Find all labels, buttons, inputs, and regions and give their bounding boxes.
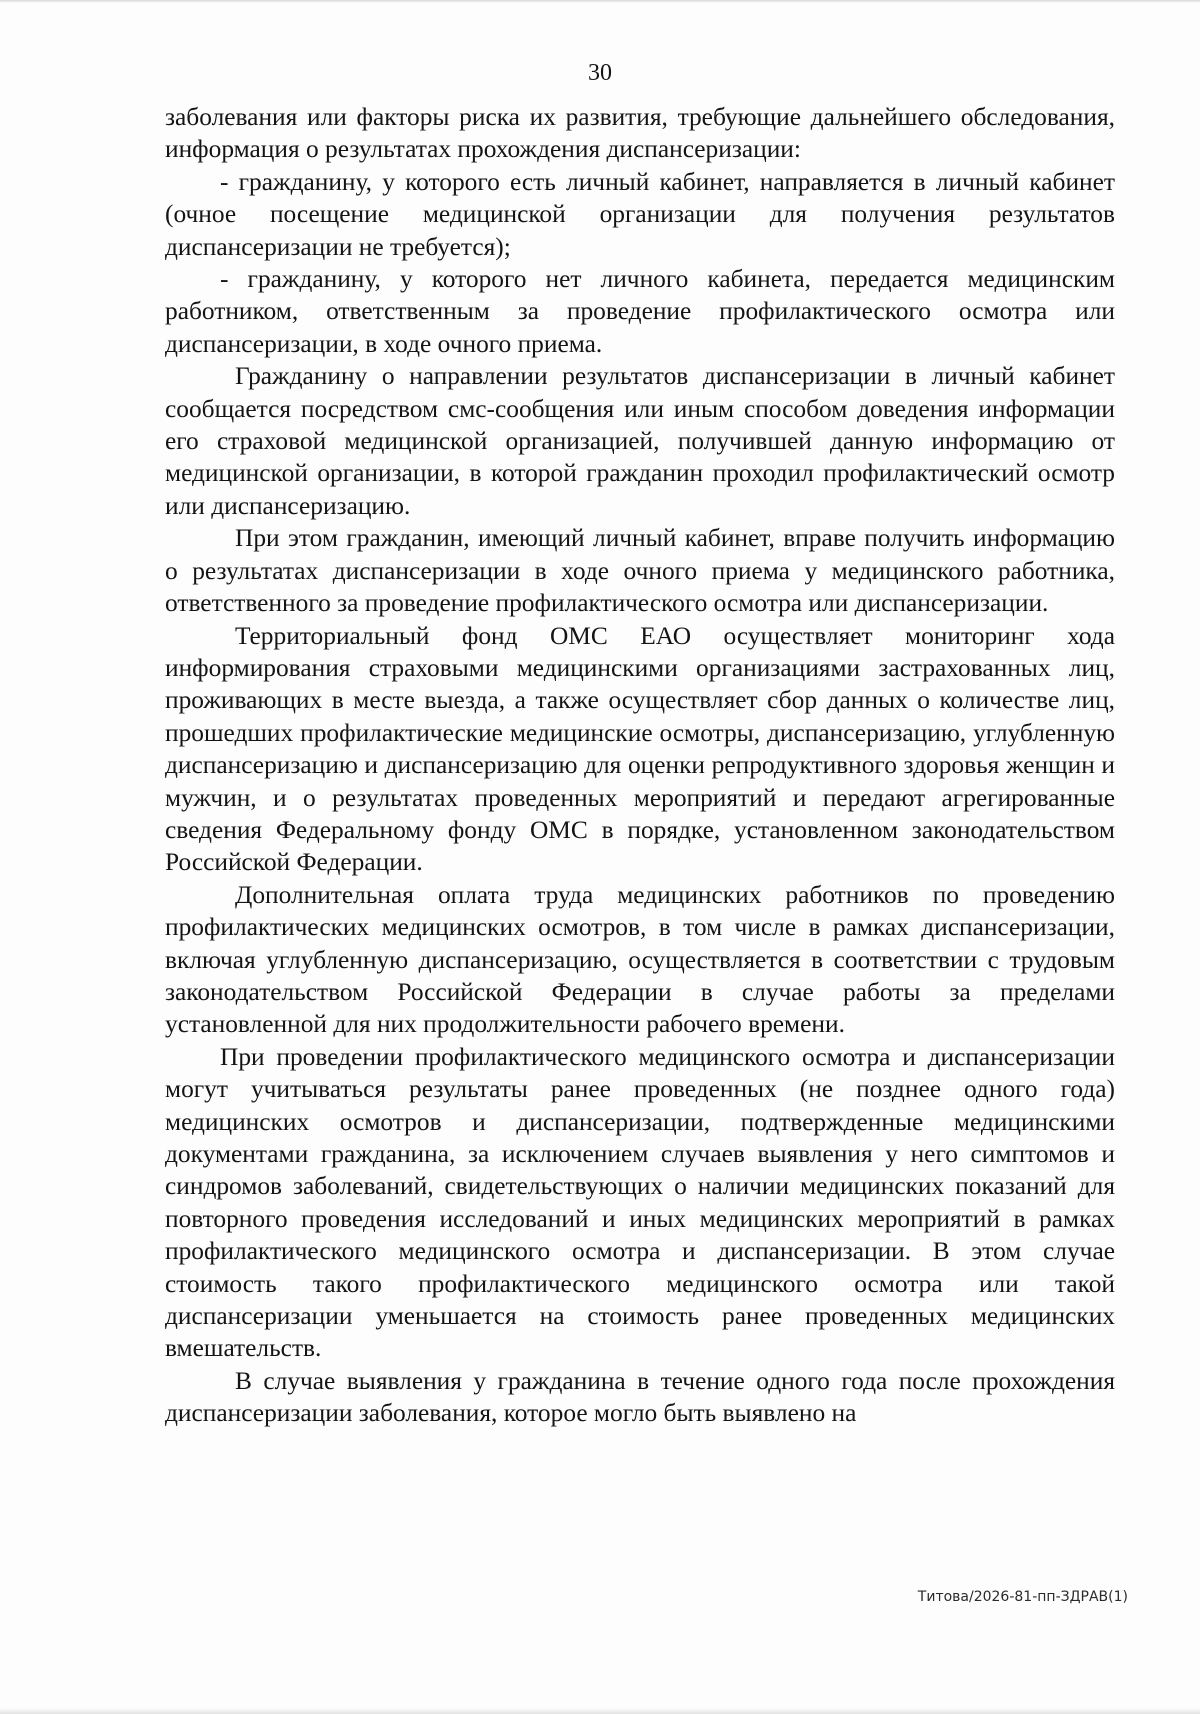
paragraph-notification: Гражданину о направлении результатов диспансеризации в личный кабинет сообщается посредством смс-сообщения или иным способом доведения информации его страховой медицинской организацией, получившей данную информацию от медицинской организации, в которой гражданин проходил профилактический осмотр или диспансеризацию. (165, 362, 1115, 520)
document-body (165, 101, 1115, 1430)
paragraph-list-item-with-cabinet: - гражданину, у которого есть личный кабинет, направляется в личный кабинет (очное посещение медицинской организации для получения результатов диспансеризации не требуется); (165, 167, 1115, 261)
paragraph-monitoring: Территориальный фонд ОМС ЕАО осуществляет мониторинг хода информирования страховыми медицинскими организациями застрахованных лиц, проживающих в месте выезда, а также осуществляет сбор данных о количестве лиц, прошедших профилактические медицинские осмотры, диспансеризацию, углубленную диспансеризацию и диспансеризацию для оценки репродуктивного здоровья женщин и мужчин, и о результатах проведенных мероприятий и передают агрегированные сведения Федеральному фонду ОМС в порядке, установленном законодательством Российской Федерации. (165, 621, 1115, 877)
paragraph-list-item-without-cabinet: - гражданину, у которого нет личного кабинета, передается медицинским работником, ответственным за проведение профилактического осмотра или диспансеризации, в ходе очного приема. (165, 265, 1115, 358)
paragraph-in-person-info: При этом гражданин, имеющий личный кабинет, вправе получить информацию о результатах диспансеризации в ходе очного приема у медицинского работника, ответственного за проведение профилактического осмотра или диспансеризации. (165, 524, 1115, 618)
paragraph-additional-pay: Дополнительная оплата труда медицинских работников по проведению профилактических медицинских осмотров, в том числе в рамках диспансеризации, включая углубленную диспансеризацию, осуществляется в соответствии с трудовым законодательством Российской Федерации в случае работы за пределами установленной для них продолжительности рабочего времени. (165, 880, 1115, 1039)
scan-edge-bottom (0, 1708, 1200, 1714)
page-number: 30 (588, 60, 612, 86)
paragraph-previous-results: При проведении профилактического медицинского осмотра и диспансеризации могут учитываться результаты ранее проведенных (не позднее одного года) медицинских осмотров и диспансеризации, подтвержденные медицинскими документами гражданина, за исключением случаев выявления у него симптомов и синдромов заболеваний, свидетельствующих о наличии медицинских показаний для повторного проведения исследований и иных медицинских мероприятий в рамках профилактического медицинского осмотра и диспансеризации. В этом случае стоимость такого профилактического медицинского осмотра или такой диспансеризации уменьшается на стоимость ранее проведенных медицинских вмешательств. (165, 1042, 1115, 1363)
footer-document-reference: Титова/2026-81-пп-ЗДРАВ(1) (917, 1589, 1128, 1605)
paragraph-continuation: заболевания или факторы риска их развития, требующие дальнейшего обследования, информация о результатах прохождения диспансеризации: (165, 103, 1115, 164)
scan-edge-top (0, 0, 1200, 3)
paragraph-detection-case: В случае выявления у гражданина в течение одного года после прохождения диспансеризации заболевания, которое могло быть выявлено на (165, 1366, 1115, 1428)
